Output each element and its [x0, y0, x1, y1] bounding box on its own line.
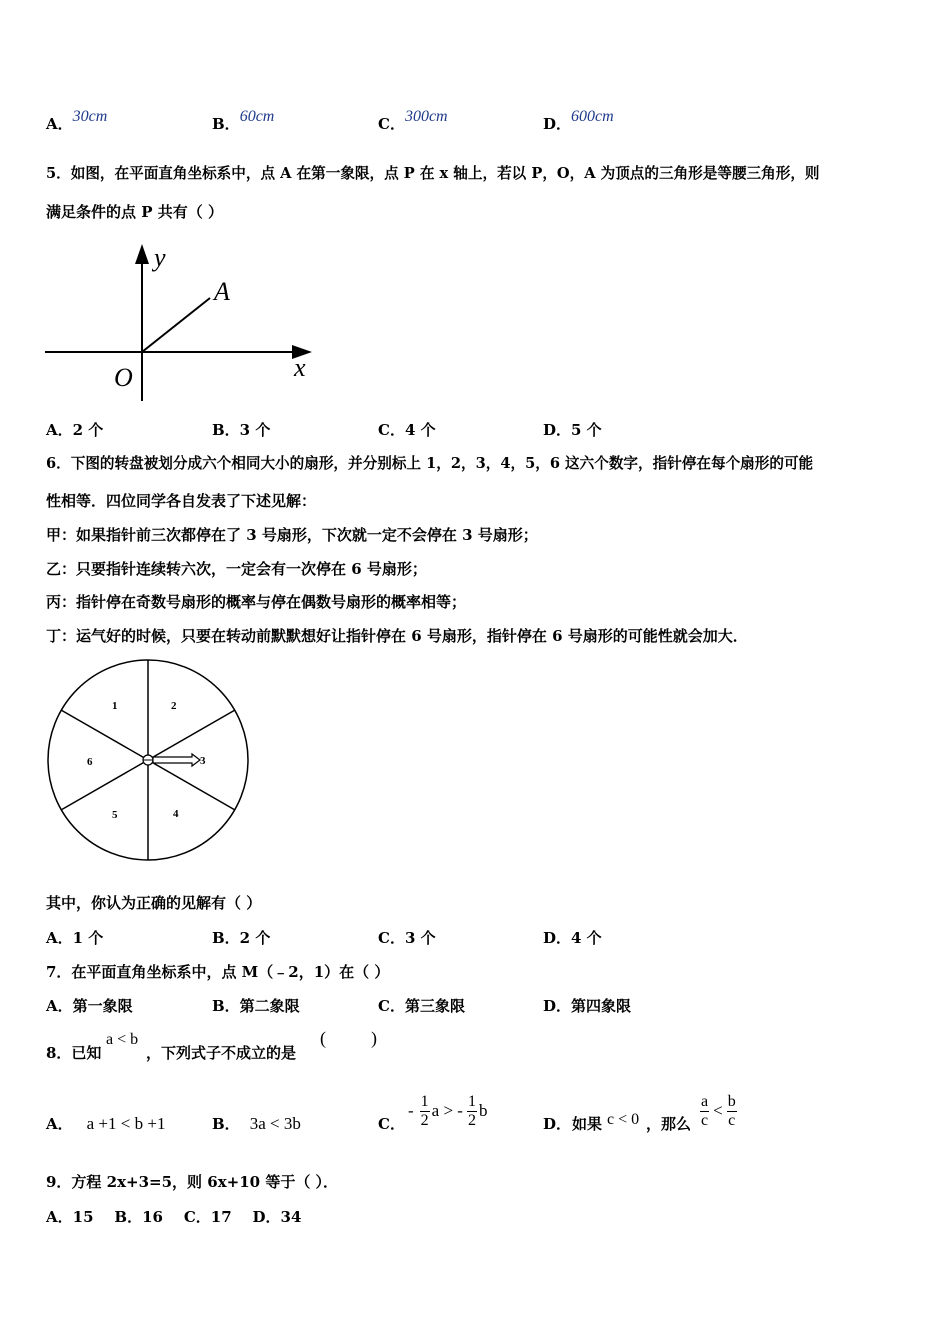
expression-middle: a > -	[431, 1101, 463, 1120]
q6-stem-line1: 6．下图的转盘被划分成六个相同大小的扇形，并分别标上 1，2，3，4，5，6 这六个数字，指针停在每个扇形的可能	[46, 455, 814, 472]
q6-stem-line2: 性相等．四位同学各自发表了下述见解：	[46, 492, 317, 510]
y-axis-label: y	[154, 243, 166, 272]
q4-option-a	[46, 108, 108, 135]
q4-option-c	[378, 108, 448, 135]
q6-view-yi: 乙：只要指针连续转六次，一定会有一次停在 6 号扇形；	[46, 560, 427, 578]
option-letter: A．	[46, 1115, 73, 1133]
q5-option-c: C．4 个	[378, 421, 436, 439]
sector-label-3: 3	[200, 755, 206, 767]
numerator: a	[701, 1092, 709, 1110]
sector-label-5: 5	[112, 809, 118, 821]
sector-label-6: 6	[87, 756, 93, 768]
q6-option-a: A．1 个	[46, 929, 104, 947]
q6-view-ding: 丁：运气好的时候，只要在转动前默默想好让指针停在 6 号扇形，指针停在 6 号扇形的可能性就会加大．	[46, 627, 748, 645]
option-b-expression: 3a < 3b	[249, 1114, 301, 1133]
q6-option-c: C．3 个	[378, 929, 436, 947]
q6-option-d: D．4 个	[543, 929, 602, 947]
sector-label-1: 1	[112, 700, 118, 712]
q7-option-a: A．第一象限	[46, 997, 133, 1015]
q7-option-d: D．第四象限	[543, 997, 632, 1015]
option-value: 600cm	[571, 108, 614, 125]
fraction	[700, 1093, 709, 1130]
denominator: c	[728, 1111, 736, 1129]
sector-label-4: 4	[173, 808, 179, 820]
option-value: 60cm	[239, 108, 275, 125]
q8-option-b	[212, 1114, 301, 1134]
q4-option-d	[543, 108, 614, 135]
option-letter: B．	[212, 1115, 240, 1133]
q8-option-d-then: ，那么	[646, 1115, 692, 1133]
numerator: 1	[467, 1092, 476, 1110]
q7-stem: 7．在平面直角坐标系中，点 M（﹣2，1）在（ ）	[46, 963, 390, 981]
q5-option-d: D．5 个	[543, 421, 602, 439]
q6-view-bing: 丙：指针停在奇数号扇形的概率与停在偶数号扇形的概率相等；	[46, 593, 467, 611]
option-a-expression: a +1 < b +1	[86, 1114, 166, 1133]
q5-stem-line1: 5．如图，在平面直角坐标系中，点 A 在第一象限，点 P 在 x 轴上，若以 P，O，A 为顶点的三角形是等腰三角形，则	[46, 165, 820, 182]
option-letter: A．	[46, 115, 73, 133]
expression-end: b	[478, 1101, 488, 1120]
numerator: b	[727, 1092, 736, 1110]
y-axis-arrow	[135, 244, 149, 264]
less-than-sign: <	[713, 1101, 723, 1120]
denominator: 2	[467, 1111, 476, 1129]
x-axis-label: x	[294, 353, 306, 382]
denominator: 2	[420, 1111, 429, 1129]
fraction	[727, 1093, 737, 1130]
q8-option-d-prefix: 如果	[572, 1115, 603, 1133]
option-letter: D．	[543, 115, 572, 133]
numerator: 1	[420, 1092, 429, 1110]
q8-condition: a < b	[106, 1031, 139, 1048]
q9-options: A．15 B．16 C．17 D．34	[46, 1208, 302, 1226]
origin-label: O	[114, 363, 133, 392]
point-a-label: A	[214, 277, 230, 306]
q8-answer-paren: ( )	[320, 1028, 377, 1048]
q6-question: 其中，你认为正确的见解有（ ）	[46, 894, 262, 912]
denominator: c	[701, 1111, 709, 1129]
q5-option-a: A．2 个	[46, 421, 104, 439]
q4-option-b	[212, 108, 275, 135]
sector-label-2: 2	[171, 700, 177, 712]
q5-stem-line2: 满足条件的点 P 共有（ ）	[46, 203, 223, 221]
q8-option-a	[46, 1114, 165, 1134]
segment-oa	[142, 298, 210, 352]
q5-option-b: B．3 个	[212, 421, 271, 439]
q7-option-c: C．第三象限	[378, 997, 465, 1015]
minus-sign: -	[408, 1101, 414, 1120]
fraction	[420, 1093, 430, 1130]
option-letter: B．	[212, 115, 240, 133]
fraction	[467, 1093, 477, 1130]
q9-stem: 9．方程 2x+3=5，则 6x+10 等于（ ）．	[46, 1173, 339, 1191]
spinner-pointer-arrow	[153, 754, 200, 766]
q7-option-b: B．第二象限	[212, 997, 300, 1015]
q6-view-jia: 甲：如果指针前三次都停在了 3 号扇形，下次就一定不会停在 3 号扇形；	[46, 526, 538, 544]
q8-stem-suffix: ，下列式子不成立的是	[146, 1044, 297, 1062]
q8-option-c-letter: C．	[378, 1115, 405, 1133]
q8-option-c-expression	[408, 1088, 487, 1134]
q6-option-b: B．2 个	[212, 929, 271, 947]
option-value: 300cm	[404, 108, 448, 125]
option-value: 30cm	[72, 108, 108, 125]
q8-option-d-letter: D．	[543, 1115, 572, 1133]
q8-option-d-condition: c < 0	[607, 1111, 640, 1128]
q6-spinner-figure	[44, 657, 254, 865]
option-letter: C．	[378, 115, 405, 133]
q8-option-d-expression	[700, 1088, 737, 1134]
q8-stem-prefix: 8．已知	[46, 1044, 102, 1062]
q5-coordinate-figure	[40, 236, 330, 406]
